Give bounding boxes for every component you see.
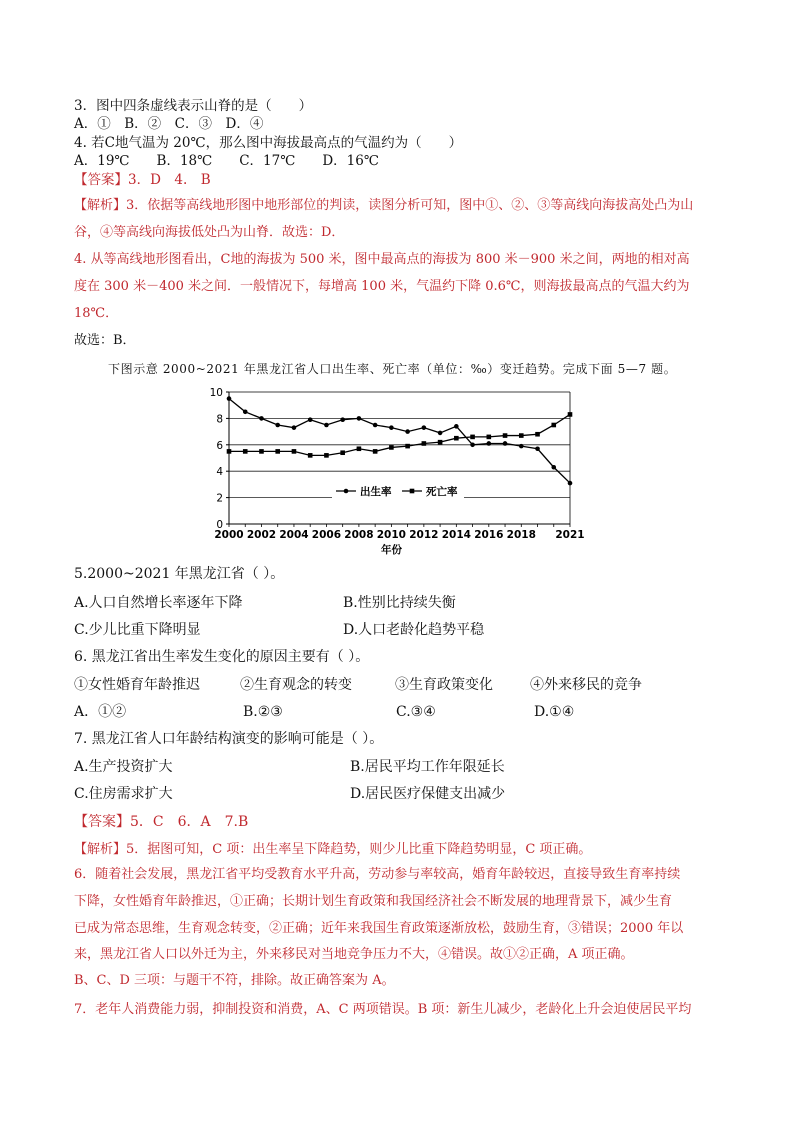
q7-option-d: D.居民医疗保健支出减少 bbox=[350, 786, 506, 802]
analysis-4-line3: 18℃． bbox=[74, 306, 119, 321]
answer-3-4: 【答案】3．D 4. B bbox=[74, 172, 211, 188]
x-tick-label: 2000 bbox=[214, 529, 244, 541]
birth-rate-point bbox=[438, 431, 443, 436]
death-rate-point bbox=[308, 453, 313, 458]
birth-rate-point bbox=[551, 465, 556, 470]
q5-stem: 5.2000~2021 年黑龙江省（ ）。 bbox=[74, 566, 285, 582]
x-tick-label: 2006 bbox=[311, 529, 342, 541]
q6-factor-1: ①女性婚育年龄推迟 bbox=[74, 677, 200, 693]
x-tick-label: 2002 bbox=[246, 529, 277, 541]
x-tick-label: 2018 bbox=[506, 529, 536, 541]
q7-option-c: C.住房需求扩大 bbox=[74, 786, 173, 802]
death-rate-point bbox=[357, 446, 362, 451]
death-rate-point bbox=[259, 449, 264, 454]
birth-rate-point bbox=[227, 396, 232, 401]
death-rate-point bbox=[503, 433, 508, 438]
death-rate-point bbox=[568, 412, 573, 417]
analysis-6-line1: 6．随着社会发展，黑龙江省平均受教育水平升高，劳动参与率较高，婚育年龄较迟，直接导致生育率持续 bbox=[74, 867, 681, 882]
birth-rate-point bbox=[292, 425, 297, 430]
birth-rate-point bbox=[324, 423, 329, 428]
q7-option-a: A.生产投资扩大 bbox=[74, 759, 173, 775]
death-rate-point bbox=[243, 449, 248, 454]
death-rate-point bbox=[373, 449, 378, 454]
q3-stem: 3．图中四条虚线表示山脊的是（ ） bbox=[74, 98, 313, 114]
birth-rate-point bbox=[487, 441, 492, 446]
legend-marker-circle bbox=[344, 489, 349, 494]
birth-rate-point bbox=[340, 417, 345, 422]
q7-option-b: B.居民平均工作年限延长 bbox=[350, 759, 505, 775]
death-rate-point bbox=[324, 453, 329, 458]
q7-stem: 7. 黑龙江省人口年龄结构演变的影响可能是（ ）。 bbox=[74, 731, 384, 747]
q4-options: A．19℃ B．18℃ C．17℃ D．16℃ bbox=[74, 153, 379, 169]
y-tick-label: 4 bbox=[216, 466, 223, 479]
y-tick-label: 10 bbox=[209, 387, 223, 399]
q5-option-d: D.人口老龄化趋势平稳 bbox=[343, 622, 485, 638]
death-rate-point bbox=[340, 450, 345, 455]
analysis-3-line2: 谷，④等高线向海拔低处凸为山脊．故选：D． bbox=[74, 225, 345, 240]
death-rate-point bbox=[275, 449, 280, 454]
birth-rate-point bbox=[275, 423, 280, 428]
q6-factor-2: ②生育观念的转变 bbox=[240, 677, 352, 693]
q6-option-c: C.③④ bbox=[396, 704, 436, 720]
y-tick-label: 2 bbox=[216, 492, 223, 505]
q6-option-d: D.①④ bbox=[534, 704, 575, 720]
x-tick-label: 2014 bbox=[441, 529, 471, 541]
birth-death-rate-chart bbox=[195, 378, 595, 563]
chart-caption: 下图示意 2000~2021 年黑龙江省人口出生率、死亡率（单位：‰）变迁趋势。完成下面 5—7 题。 bbox=[108, 362, 677, 376]
death-rate-point bbox=[292, 449, 297, 454]
x-tick-label: 2021 bbox=[555, 529, 585, 541]
legend-label: 出生率 bbox=[360, 486, 392, 498]
death-rate-point bbox=[422, 441, 427, 446]
death-rate-point bbox=[389, 445, 394, 450]
analysis-6-line5: B、C、D 三项：与题干不符，排除。故正确答案为 A。 bbox=[74, 973, 395, 988]
death-rate-point bbox=[487, 435, 492, 440]
x-tick-label: 2012 bbox=[409, 529, 439, 541]
death-rate-point bbox=[405, 444, 410, 449]
y-tick-label: 0 bbox=[216, 519, 223, 531]
q6-option-a: A．①② bbox=[74, 704, 127, 720]
series-line-1 bbox=[229, 399, 570, 483]
birth-rate-point bbox=[422, 425, 427, 430]
q5-option-c: C.少儿比重下降明显 bbox=[74, 622, 201, 638]
analysis-6-line3: 已成为常态思维，生育观念转变，②正确；近年来我国生育政策逐渐放松，鼓励生育，③错误；2000 年以 bbox=[74, 921, 684, 936]
analysis-4-line2: 度在 300 米－400 米之间．一般情况下，每增高 100 米，气温约下降 0.6℃，则海拔最高点的气温大约为 bbox=[74, 279, 690, 294]
birth-rate-point bbox=[503, 441, 508, 446]
q4-stem: 4. 若C地气温为 20℃，那么图中海拔最高点的气温约为（ ） bbox=[74, 135, 463, 151]
birth-rate-point bbox=[243, 410, 248, 415]
analysis-4-line1: 4. 从等高线地形图看出，C地的海拔为 500 米，图中最高点的海拔为 800 米－900 米之间，两地的相对高 bbox=[74, 252, 690, 267]
q6-factor-3: ③生育政策变化 bbox=[395, 677, 493, 693]
birth-rate-point bbox=[568, 481, 573, 486]
legend-label: 死亡率 bbox=[426, 486, 458, 498]
birth-rate-point bbox=[357, 416, 362, 421]
death-rate-point bbox=[535, 432, 540, 437]
q6-factor-4: ④外来移民的竞争 bbox=[530, 677, 642, 693]
birth-rate-point bbox=[519, 444, 524, 449]
birth-rate-point bbox=[535, 446, 540, 451]
birth-rate-point bbox=[259, 416, 264, 421]
q5-option-a: A.人口自然增长率逐年下降 bbox=[74, 595, 243, 611]
x-tick-label: 2008 bbox=[344, 529, 374, 541]
birth-rate-point bbox=[405, 429, 410, 434]
death-rate-point bbox=[227, 449, 232, 454]
birth-rate-point bbox=[470, 443, 475, 448]
x-tick-label: 2010 bbox=[376, 529, 406, 541]
death-rate-point bbox=[454, 436, 459, 441]
q6-option-b: B.②③ bbox=[243, 704, 283, 720]
birth-rate-point bbox=[373, 423, 378, 428]
analysis-5-line1: 【解析】5．据图可知，C 项：出生率呈下降趋势，则少儿比重下降趋势明显，C 项正确。 bbox=[74, 842, 592, 857]
birth-rate-point bbox=[454, 424, 459, 429]
series-line-2 bbox=[229, 414, 570, 455]
birth-rate-point bbox=[308, 417, 313, 422]
death-rate-point bbox=[470, 435, 475, 440]
q3-options: A．① B．② C．③ D．④ bbox=[74, 116, 264, 132]
analysis-6-line2: 下降，女性婚育年龄推迟，①正确；长期计划生育政策和我国经济社会不断发展的地理背景下，减少生育 bbox=[74, 894, 673, 909]
x-axis-label: 年份 bbox=[381, 544, 402, 556]
death-rate-point bbox=[519, 433, 524, 438]
death-rate-point bbox=[438, 440, 443, 445]
q5-option-b: B.性别比持续失衡 bbox=[343, 595, 456, 611]
x-tick-label: 2004 bbox=[279, 529, 309, 541]
analysis-7-line1: 7．老年人消费能力弱，抑制投资和消费，A、C 两项错误。B 项：新生儿减少，老龄化上升会迫使居民平均 bbox=[74, 1002, 692, 1017]
birth-rate-point bbox=[389, 425, 394, 430]
legend-marker-square bbox=[410, 489, 415, 494]
analysis-4-line4: 故选：B． bbox=[74, 333, 136, 348]
death-rate-point bbox=[551, 423, 556, 428]
analysis-6-line4: 来，黑龙江省人口以外迁为主，外来移民对当地竞争压力不大，④错误。故①②正确，A 项正确。 bbox=[74, 947, 634, 962]
analysis-3-line1: 【解析】3．依据等高线地形图中地形部位的判读，读图分析可知，图中①、②、③等高线向海拔高处凸为山 bbox=[74, 198, 694, 213]
y-tick-label: 8 bbox=[216, 413, 223, 426]
q6-stem: 6. 黑龙江省出生率发生变化的原因主要有（ ）。 bbox=[74, 649, 370, 665]
y-tick-label: 6 bbox=[216, 439, 223, 452]
answer-5-7: 【答案】5．C 6．A 7.B bbox=[74, 814, 249, 830]
x-tick-label: 2016 bbox=[474, 529, 504, 541]
